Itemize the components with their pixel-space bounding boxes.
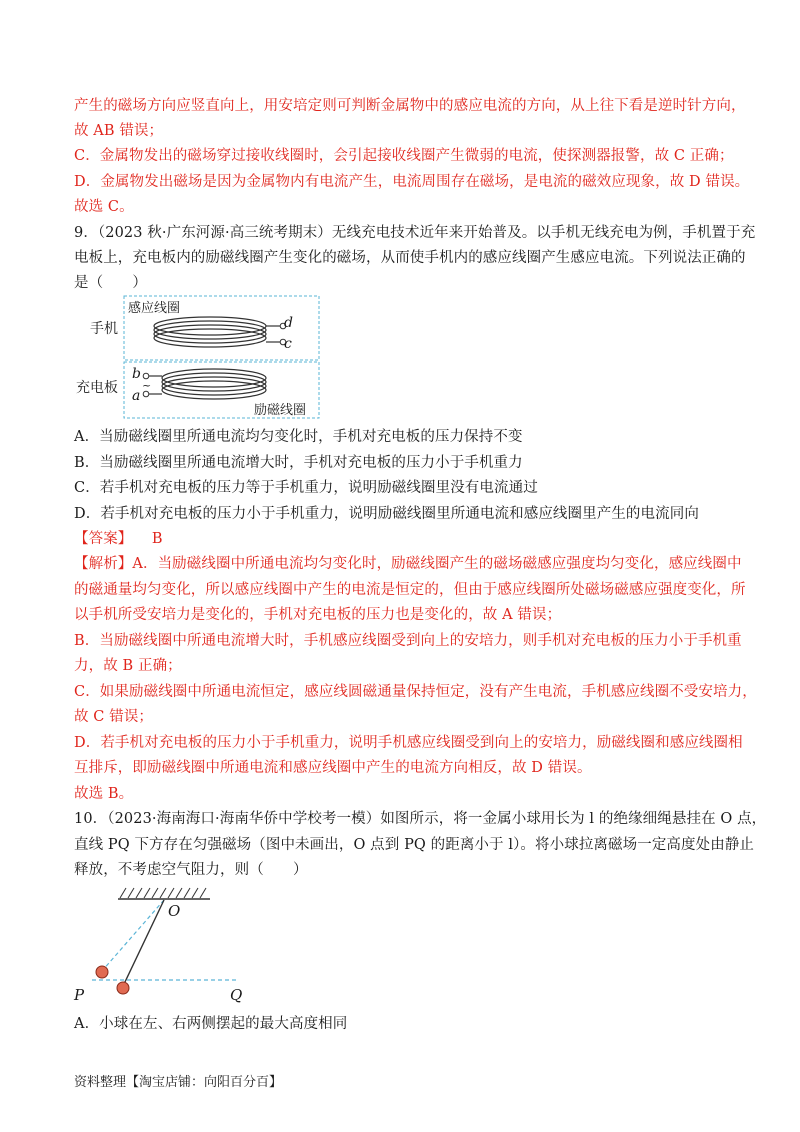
question-10-stem: 直线 PQ 下方存在匀强磁场（图中未画出，O 点到 PQ 的距离小于 l）。将小球拉离磁场一定高度处由静止 xyxy=(74,837,755,853)
ceiling-hatch xyxy=(120,888,206,898)
option-b: B．当励磁线圈里所通电流增大时，手机对充电板的压力小于手机重力 xyxy=(74,455,523,471)
analysis-line: 故 C 错误； xyxy=(74,709,154,725)
induction-coil-label: 感应线圈 xyxy=(128,301,181,316)
answer-line xyxy=(74,529,163,549)
string xyxy=(124,900,164,984)
excitation-coil-label: 励磁线圈 xyxy=(254,403,307,418)
footer-source: 资料整理【淘宝店铺：向阳百分百】 xyxy=(74,1075,283,1090)
displaced-string xyxy=(102,900,164,971)
pendulum-figure xyxy=(70,884,270,1004)
terminal-d-label: d xyxy=(284,315,293,331)
analysis-line: D．若手机对充电板的压力小于手机重力，说明手机感应线圈受到向上的安培力，励磁线圈和感应线圈相 xyxy=(74,735,743,751)
q10-option-a: A．小球在左、右两侧摆起的最大高度相同 xyxy=(74,1016,348,1032)
terminal-a-label: a xyxy=(132,388,141,404)
terminal-b xyxy=(143,373,149,379)
analysis-line xyxy=(74,554,742,574)
solution-text-line: D．金属物发出磁场是因为金属物内有电流产生，电流周围存在磁场，是电流的磁效应现象，故 D 错误。 xyxy=(74,174,750,190)
label-p: P xyxy=(74,986,85,1004)
terminal-a xyxy=(143,391,149,397)
ball-bottom xyxy=(117,982,129,994)
label-q: Q xyxy=(230,986,243,1004)
option-a: A．当励磁线圈里所通电流均匀变化时，手机对充电板的压力保持不变 xyxy=(74,429,523,445)
solution-text-line: 故 AB 错误； xyxy=(74,123,164,139)
solution-text-line: 产生的磁场方向应竖直向上，用安培定则可判断金属物中的感应电流的方向，从上往下看是逆时针方向， xyxy=(74,98,746,114)
pad-label: 充电板 xyxy=(76,380,118,396)
ball-released xyxy=(96,966,108,978)
analysis-text: A．当励磁线圈中所通电流均匀变化时，励磁线圈产生的磁场磁感应强度均匀变化，感应线圈中 xyxy=(132,556,742,572)
wireless-charging-figure xyxy=(74,290,334,420)
label-o: O xyxy=(168,902,181,920)
analysis-line: 互排斥，即励磁线圈中所通电流和感应线圈中产生的电流方向相反，故 D 错误。 xyxy=(74,760,592,776)
question-10-stem: 释放，不考虑空气阻力，则（ ） xyxy=(74,862,308,878)
analysis-line: B．当励磁线圈中所通电流增大时，手机感应线圈受到向上的安培力，则手机对充电板的压力小于手机重 xyxy=(74,633,742,649)
analysis-line: 故选 B。 xyxy=(74,786,134,802)
analysis-line: 力，故 B 正确； xyxy=(74,658,182,674)
analysis-line: 的磁通量均匀变化，所以感应线圈中产生的电流是恒定的，但由于感应线圈所处磁场磁感应强度变化，所 xyxy=(74,582,746,598)
question-9-stem: 是（ ） xyxy=(74,275,147,291)
option-d: D．若手机对充电板的压力小于手机重力，说明励磁线圈里所通电流和感应线圈里产生的电流同向 xyxy=(74,506,699,522)
analysis-line: 以手机所受安培力是变化的，手机对充电板的压力也是变化的，故 A 错误； xyxy=(74,607,562,623)
option-c: C．若手机对充电板的压力等于手机重力，说明励磁线圈里没有电流通过 xyxy=(74,480,538,496)
question-9-stem: 9．（2023 秋·广东河源·高三统考期末）无线充电技术近年来开始普及。以手机无线充电为例，手机置于充 xyxy=(74,225,756,241)
solution-text-line: C．金属物发出的磁场穿过接收线圈时，会引起接收线圈产生微弱的电流，使探测器报警，故 C 正确； xyxy=(74,148,734,164)
analysis-line: C．如果励磁线圈中所通电流恒定，感应线圆磁通量保持恒定，没有产生电流，手机感应线圈不受安培力， xyxy=(74,684,757,700)
solution-text-line: 故选 C。 xyxy=(74,199,134,215)
terminal-b-label: b xyxy=(132,366,141,382)
terminal-c-label: c xyxy=(284,336,292,352)
analysis-tag: 【解析】 xyxy=(74,556,133,572)
answer-value: B xyxy=(151,531,163,547)
answer-tag: 【答案】 xyxy=(74,531,133,547)
question-9-stem: 电板上，充电板内的励磁线圈产生变化的磁场，从而使手机内的感应线圈产生感应电流。下列说法正确的 xyxy=(74,250,746,266)
excitation-coil xyxy=(149,369,266,399)
induction-coil xyxy=(154,317,280,347)
phone-label: 手机 xyxy=(90,321,118,337)
ac-symbol: ~ xyxy=(142,379,152,392)
question-10-stem: 10．（2023·海南海口·海南华侨中学校考一模）如图所示，将一金属小球用长为 l 的绝缘细绳悬挂在 O 点， xyxy=(74,811,767,827)
